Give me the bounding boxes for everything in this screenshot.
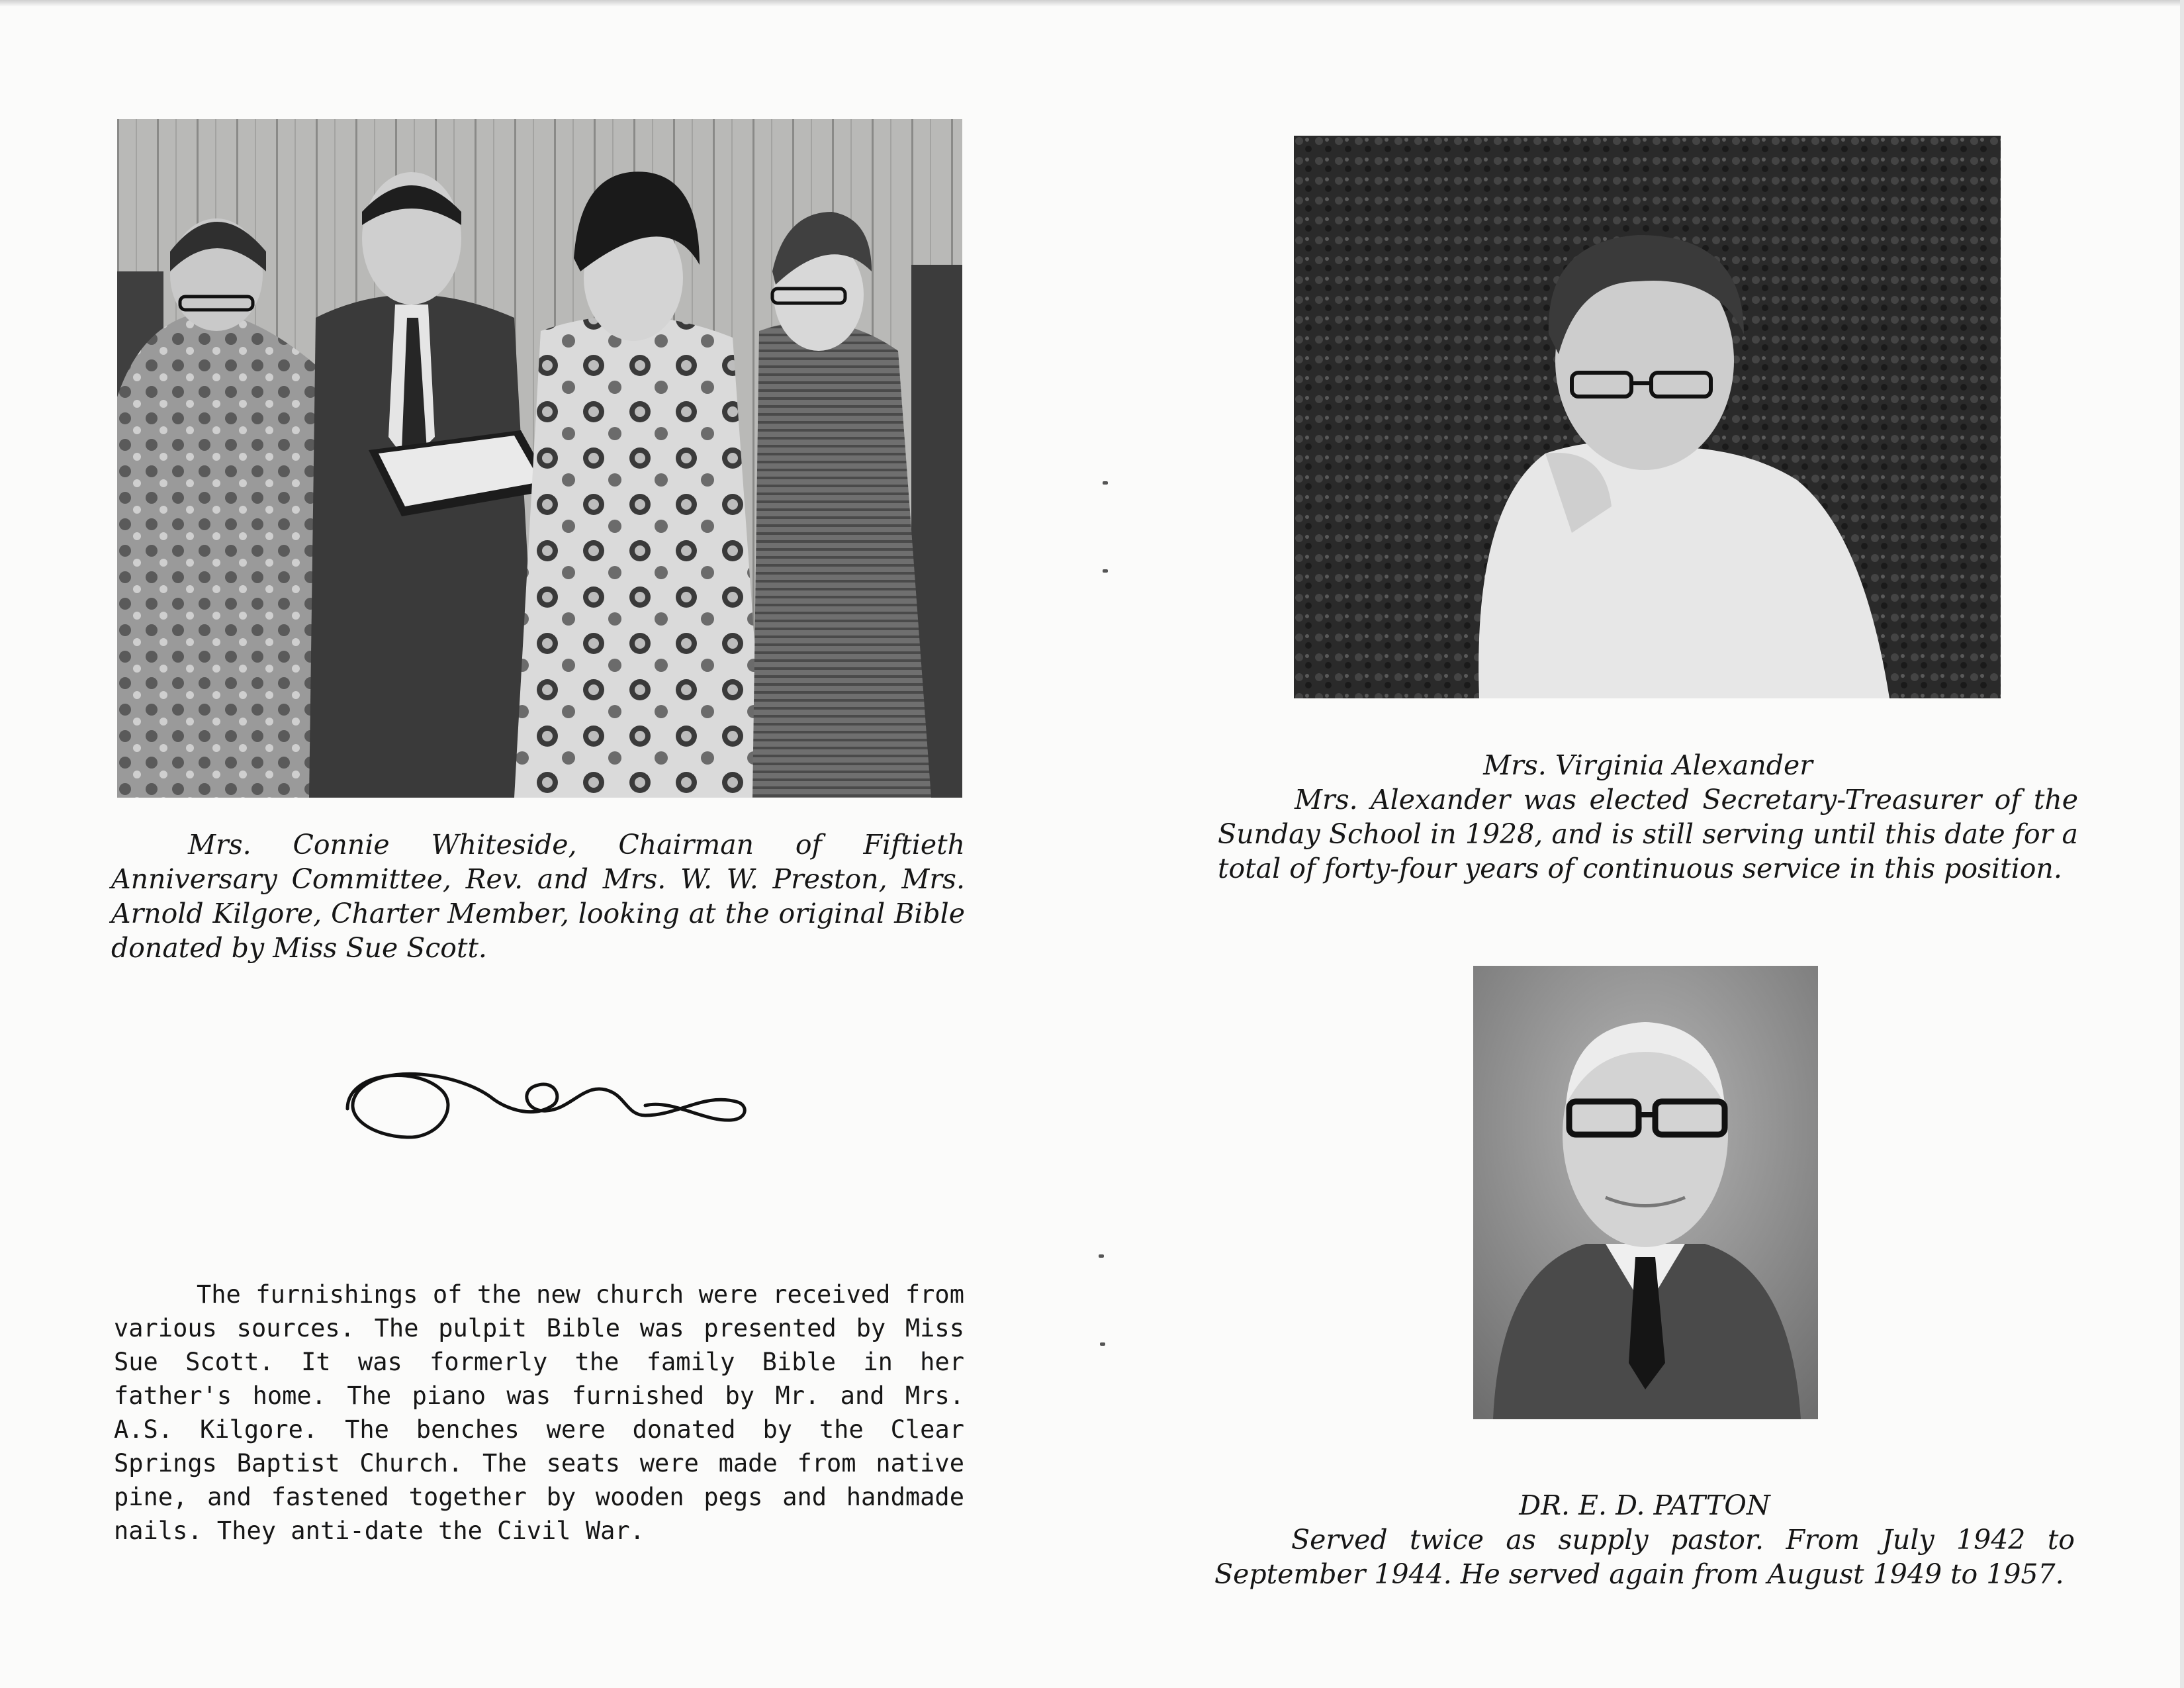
gutter-mark	[1103, 481, 1108, 485]
alexander-name: Mrs. Virginia Alexander	[1483, 749, 1813, 781]
gutter-mark	[1099, 1254, 1104, 1258]
group-photo	[117, 119, 962, 798]
page-right-edge	[2180, 0, 2184, 1688]
flourish-ornament	[334, 1053, 758, 1158]
patton-name: DR. E. D. PATTON	[1519, 1489, 1770, 1521]
gutter-mark	[1103, 569, 1108, 573]
alexander-text: Mrs. Alexander was elected Secretary-Treasurer of the Sunday School in 1928, and is still serving until this date for a total of forty-four years of continuous service in this position.	[1218, 784, 2078, 884]
patton-text: Served twice as supply pastor. From July 1942 to September 1944. He served again from August 1949 to 1957.	[1214, 1524, 2075, 1590]
gutter-mark	[1100, 1342, 1105, 1346]
furnishings-paragraph: The furnishings of the new church were received from various sources. The pulpit Bible was presented by Miss Sue Scott. It was formerly the family Bible in her father's home. The piano was furnished by Mr. and Mrs. A.S. Kilgore. The benches were donated by the Clear Springs Baptist Church. The seats were made from native pine, and fastened together by wooden pegs and handmade nails. They anti-date the Civil War.	[114, 1280, 964, 1545]
group-photo-caption: Mrs. Connie Whiteside, Chairman of Fiftieth Anniversary Committee, Rev. and Mrs. W. W. Preston, Mrs. Arnold Kilgore, Charter Member, looking at the original Bible donated by Miss Sue Scott.	[111, 829, 965, 964]
patton-photo	[1473, 966, 1818, 1419]
patton-caption	[1214, 1488, 2075, 1591]
alexander-caption	[1218, 748, 2078, 886]
alexander-photo	[1294, 136, 2001, 698]
page-top-edge	[0, 0, 2184, 7]
